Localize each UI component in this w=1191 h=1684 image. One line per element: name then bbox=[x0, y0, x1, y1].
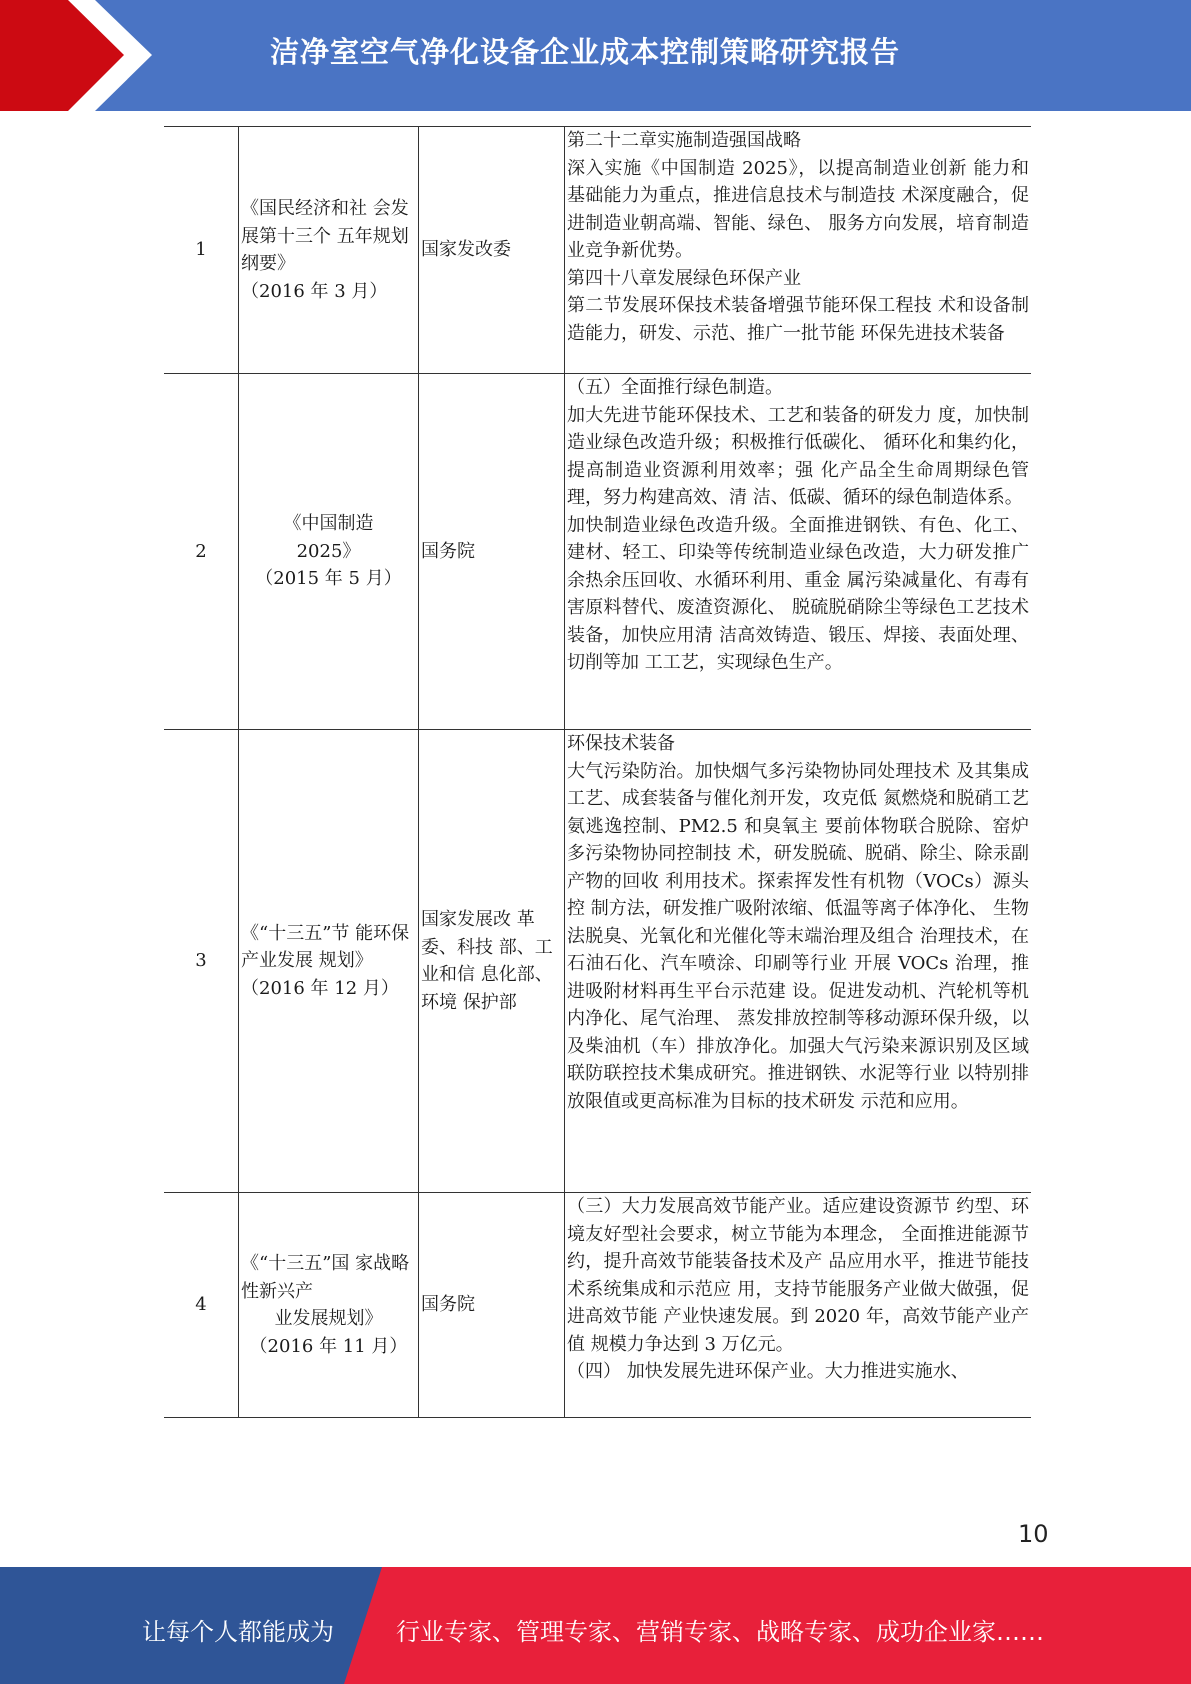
policy-document bbox=[239, 730, 419, 1193]
document-name: 《“十三五”国 家战略性新兴产 bbox=[241, 1253, 410, 1302]
issuing-department: 国家发展改 革委、科技 部、工业和信 息化部、环境 保护部 bbox=[419, 730, 565, 1193]
content-paragraph: 第四十八章发展绿色环保产业 bbox=[567, 267, 801, 289]
content-paragraph: 环保技术装备 bbox=[567, 733, 675, 754]
header-red-arrow-icon bbox=[0, 0, 160, 111]
page-number: 10 bbox=[1018, 1520, 1049, 1548]
table-row bbox=[164, 730, 1031, 1193]
issuing-department: 国务院 bbox=[419, 374, 565, 730]
content-paragraph: （五）全面推行绿色制造。 bbox=[567, 377, 783, 398]
report-title: 洁净室空气净化设备企业成本控制策略研究报告 bbox=[270, 35, 901, 69]
issuing-department: 国家发改委 bbox=[419, 127, 565, 374]
document-name: 《“十三五”节 能环保产业发展 规划》（2016 年 12 月） bbox=[241, 922, 410, 999]
document-date: （2016 年 11 月） bbox=[249, 1335, 408, 1357]
policy-document bbox=[239, 374, 419, 730]
content-paragraph: 加快制造业绿色改造升级。全面推进钢铁、有色、化工、建材、轻工、印染等传统制造业绿色改造，大力研发推广余热余压回收、水循环利用、重金 属污染减量化、有毒有害原料替代、废渣资源化、 脱硫脱硝除尘等绿色工艺技术装备，加快应用清 洁高效铸造、锻压、焊接、表面处理、切削等加 工工艺，实现绿色生产。 bbox=[567, 514, 1029, 673]
content-paragraph: 加大先进节能环保技术、工艺和装备的研发力 度，加快制造业绿色改造升级；积极推行低碳化、 循环化和集约化，提高制造业资源利用效率；强 化产品全生命周期绿色管理，努力构建高效、清 洁、低碳、循环的绿色制造体系。 bbox=[567, 404, 1029, 508]
policy-document bbox=[239, 127, 419, 374]
table-row bbox=[164, 127, 1031, 374]
row-number: 2 bbox=[164, 374, 239, 730]
row-number: 3 bbox=[164, 730, 239, 1193]
document-name: 业发展规划》 bbox=[274, 1308, 383, 1329]
policy-content bbox=[565, 374, 1032, 730]
row-number: 1 bbox=[164, 127, 239, 374]
footer-slogan-right: 行业专家、管理专家、营销专家、战略专家、成功企业家…… bbox=[396, 1618, 1044, 1646]
table-row bbox=[164, 1193, 1031, 1418]
policy-content bbox=[565, 1193, 1032, 1418]
document-name: 2025》 bbox=[296, 540, 361, 562]
footer-banner bbox=[0, 1567, 1191, 1684]
policy-content bbox=[565, 127, 1032, 374]
table-row bbox=[164, 374, 1031, 730]
issuing-department: 国务院 bbox=[419, 1193, 565, 1418]
document-date: （2016 年 3 月） bbox=[241, 280, 388, 302]
content-paragraph: 第二十二章实施制造强国战略 bbox=[567, 130, 801, 151]
content-paragraph: （三）大力发展高效节能产业。适应建设资源节 约型、环境友好型社会要求，树立节能为本理念， 全面推进能源节约，提升高效节能装备技术及产 品应用水平，推进节能技术系统集成和示范应 用，支持节能服务产业做大做强，促进高效节能 产业快速发展。到 2020 年，高效节能产业产值 规模力争达到 3 万亿元。 bbox=[567, 1196, 1029, 1355]
content-paragraph: 深入实施《中国制造 2025》，以提高制造业创新 能力和基础能力为重点，推进信息技术与制造技 术深度融合，促进制造业朝高端、智能、绿色、 服务方向发展，培育制造业竞争新优势。 bbox=[567, 157, 1029, 261]
policy-document bbox=[239, 1193, 419, 1418]
policy-table bbox=[164, 126, 1031, 1418]
content-paragraph: 大气污染防治。加快烟气多污染物协同处理技术 及其集成工艺、成套装备与催化剂开发，攻克低 氮燃烧和脱硝工艺氨逃逸控制、PM2.5 和臭氧主 要前体物联合脱除、窑炉多污染物协同控制技 术，研发脱硫、脱硝、除尘、除汞副产物的回收 利用技术。探索挥发性有机物（VOCs）源头控 制方法，研发推广吸附浓缩、低温等离子体净化、 生物法脱臭、光氧化和光催化等末端治理及组合 治理技术，在石油石化、汽车喷涂、印刷等行业 开展 VOCs 治理，推进吸附材料再生平台示范建 设。促进发动机、汽轮机等机内净化、尾气治理、 蒸发排放控制等移动源环保升级，以及柴油机（车）排放净化。加强大气污染来源识别及区域 联防联控技术集成研究。推进钢铁、水泥等行业 以特别排放限值或更高标准为目标的技术研发 示范和应用。 bbox=[567, 760, 1029, 1112]
policy-content bbox=[565, 730, 1032, 1193]
header-banner bbox=[0, 0, 1191, 111]
footer-slogan-left: 让每个人都能成为 bbox=[142, 1618, 334, 1646]
document-name: 《国民经济和社 会发展第十三个 五年规划纲要》 bbox=[241, 198, 409, 274]
content-paragraph: 第二节发展环保技术装备增强节能环保工程技 术和设备制造能力，研发、示范、推广一批节能 环保先进技术装备 bbox=[567, 295, 1029, 344]
document-name: 《中国制造 bbox=[283, 513, 374, 535]
row-number: 4 bbox=[164, 1193, 239, 1418]
content-paragraph: （四） 加快发展先进环保产业。大力推进实施水、 bbox=[567, 1361, 969, 1382]
document-date: （2015 年 5 月） bbox=[255, 568, 402, 590]
